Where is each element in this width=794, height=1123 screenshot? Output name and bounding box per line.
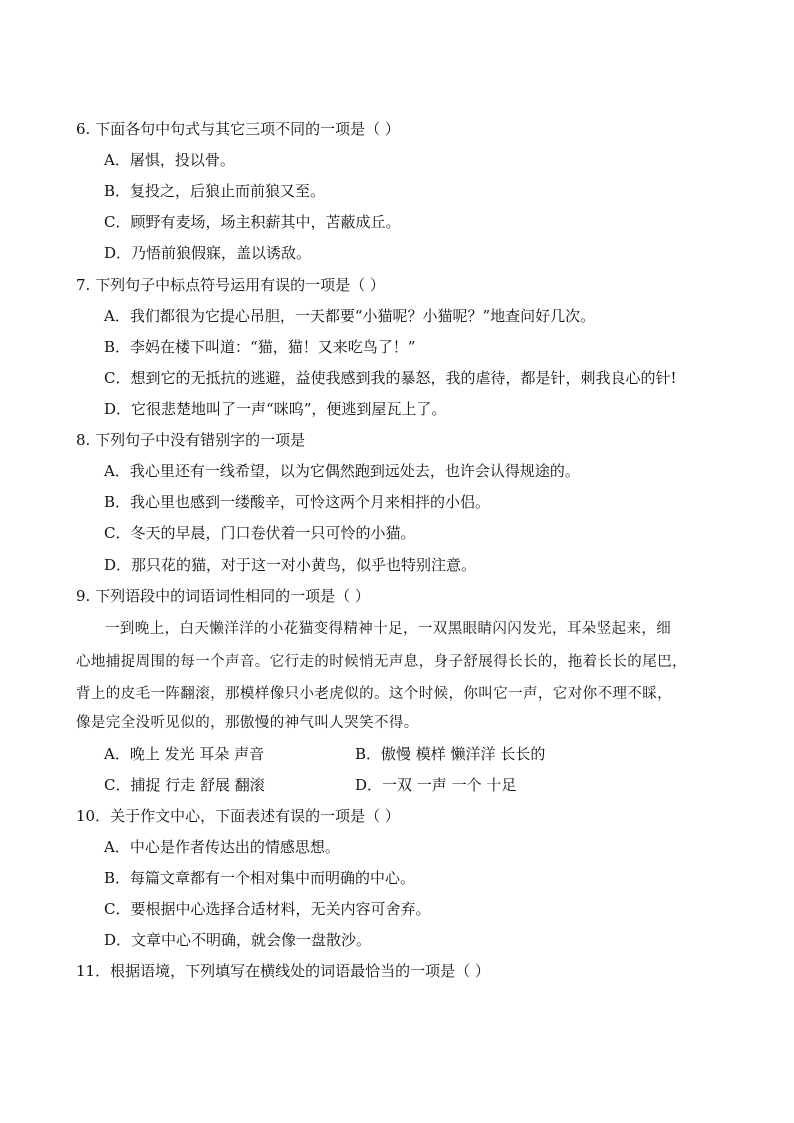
question-11-stem: 11．根据语境，下列填写在横线处的词语最恰当的一项是（ ） [76, 962, 490, 980]
question-6-option-d: D．乃悟前狼假寐，盖以诱敌。 [104, 244, 312, 262]
question-8-stem: 8. 下列句子中没有错别字的一项是 [76, 431, 306, 449]
question-9-option-a: A．晚上 发光 耳朵 声音 [104, 745, 265, 763]
question-7-option-d: D．它很悲楚地叫了一声“咪呜”，便逃到屋瓦上了。 [104, 400, 447, 418]
question-7-option-c: C．想到它的无抵抗的逃避，益使我感到我的暴怒，我的虐待，都是针，刺我良心的针! [104, 369, 677, 387]
question-7-stem: 7. 下列句子中标点符号运用有误的一项是（ ） [76, 276, 385, 294]
question-9-passage-line-4: 像是完全没听见似的，那傲慢的神气叫人哭笑不得。 [76, 715, 419, 731]
question-9-passage-line-1: 一到晚上，白天懒洋洋的小花猫变得精神十足，一双黑眼睛闪闪发光，耳朵竖起来，细 [105, 621, 672, 637]
question-6-option-a: A．屠惧，投以骨。 [104, 151, 235, 169]
question-9-option-b: B．傲慢 模样 懒洋洋 长长的 [355, 745, 546, 763]
question-9-option-d: D．一双 一声 一个 十足 [355, 776, 517, 794]
question-9-option-c: C．捕捉 行走 舒展 翻滚 [104, 776, 265, 794]
question-8-option-d: D．那只花的猫，对于这一对小黄鸟，似乎也特别注意。 [104, 556, 477, 574]
question-8-option-c: C．冬天的早晨，门口卷伏着一只可怜的小猫。 [104, 524, 416, 542]
question-6-stem: 6. 下面各句中句式与其它三项不同的一项是（ ） [76, 120, 400, 138]
question-6-option-c: C．顾野有麦场，场主积薪其中，苫蔽成丘。 [104, 213, 401, 231]
question-9-stem: 9. 下列语段中的词语词性相同的一项是（ ） [76, 587, 370, 605]
question-10-stem: 10．关于作文中心，下面表述有误的一项是（ ） [76, 807, 400, 825]
question-7-option-b: B．李妈在楼下叫道：“猫，猫！又来吃鸟了！” [104, 338, 416, 356]
question-9-passage-line-3: 背上的皮毛一阵翻滚，那模样像只小老虎似的。这个时候，你叫它一声，它对你不理不睬， [76, 686, 672, 702]
question-8-option-b: B．我心里也感到一缕酸辛，可怜这两个月来相拌的小侣。 [104, 493, 491, 511]
question-6-option-b: B．复投之，后狼止而前狼又至。 [104, 182, 326, 200]
question-10-option-c: C．要根据中心选择合适材料，无关内容可舍弃。 [104, 900, 431, 918]
question-10-option-a: A．中心是作者传达出的情感思想。 [104, 838, 340, 856]
question-10-option-b: B．每篇文章都有一个相对集中而明确的中心。 [104, 869, 416, 887]
question-10-option-d: D．文章中心不明确，就会像一盘散沙。 [104, 931, 372, 949]
question-7-option-a: A．我们都很为它提心吊胆，一天都要“小猫呢？小猫呢？”地查问好几次。 [104, 307, 596, 325]
question-9-passage-line-2: 心地捕捉周围的每一个声音。它行走的时候悄无声息，身子舒展得长长的，拖着长长的尾巴， [76, 654, 687, 670]
question-8-option-a: A．我心里还有一线希望，以为它偶然跑到远处去，也许会认得规途的。 [104, 462, 580, 480]
